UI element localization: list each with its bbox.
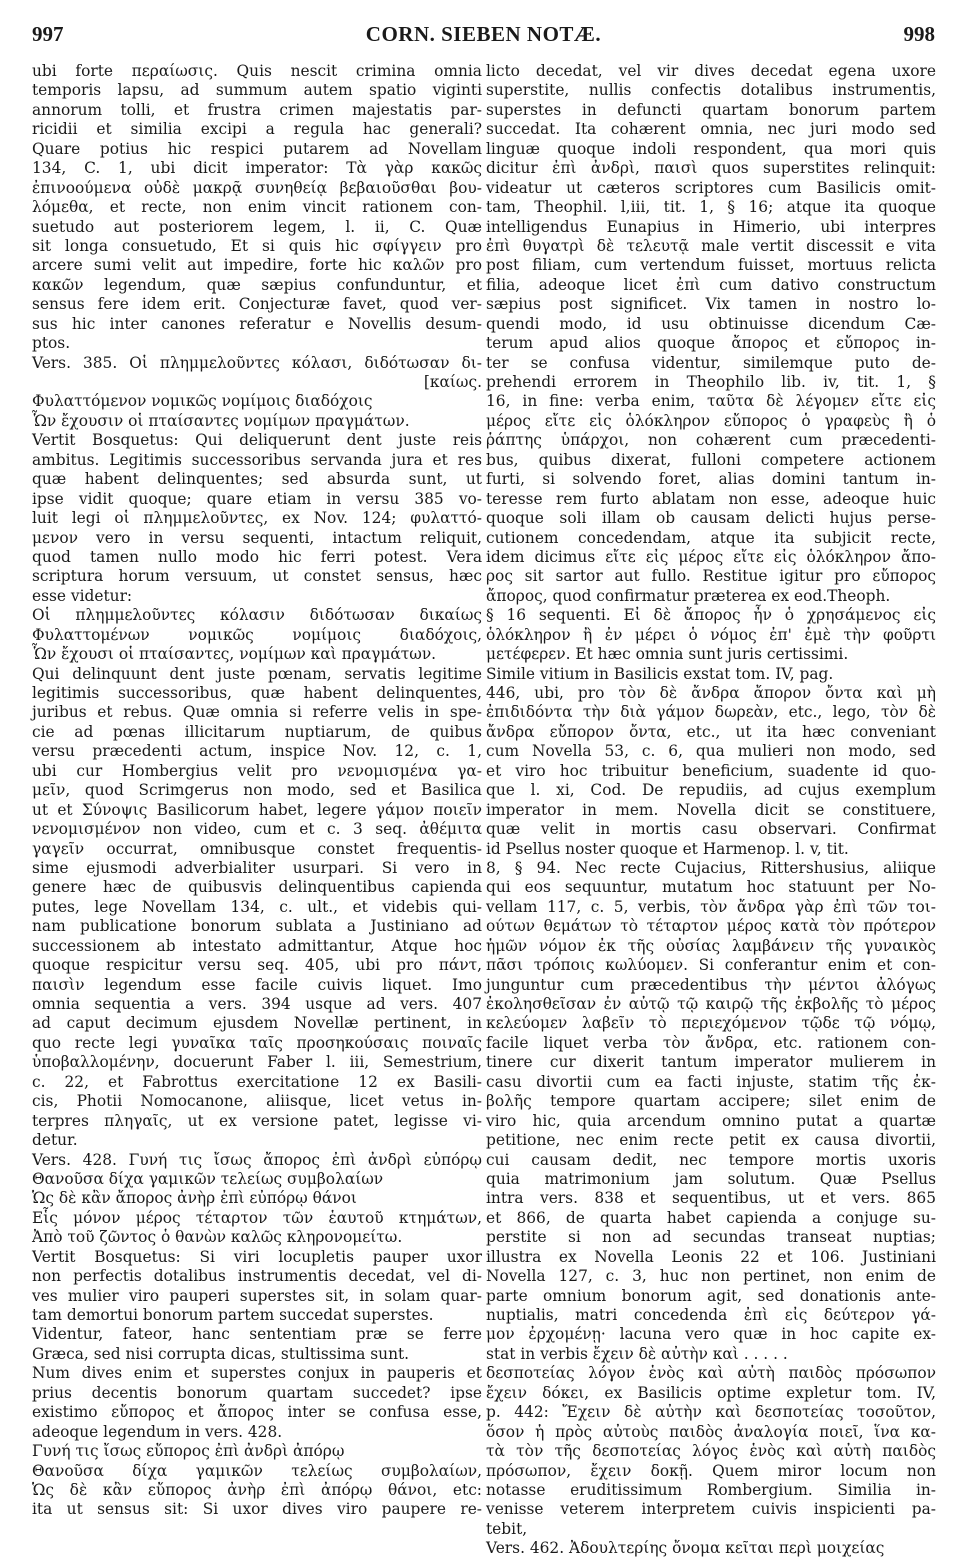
text-line: prius decentis bonorum quartam succedet? ipse (32, 1383, 482, 1402)
text-line: tam, Theophil. l,iii, tit. 1, § 16; atque ita quoque (486, 198, 936, 217)
text-line: cie ad pœnas illicitarum nuptiarum, de quibus (32, 722, 482, 741)
text-line: stat in verbis ἔχειν δὲ αὐτὴν καὶ . . . . . (486, 1344, 788, 1363)
text-line: ὅσον ἡ πρὸς αὐτοὺς παιδὸς ἀναλογία ποιεῖ, ἵνα κα- (486, 1422, 936, 1441)
text-line: suetudo aut posteriorem legem, l. ii, C. Quæ (32, 217, 482, 236)
text-line: petitione, nec enim recte petit ex causa divortii, (486, 1131, 936, 1150)
running-title: CORN. SIEBEN NOTÆ. (365, 22, 602, 46)
text-line: perstite si non ad secundas transeat nuptias; (486, 1228, 936, 1247)
text-line: νενομισμένον non video, cum et c. 3 seq. ἀθέμιτα (32, 820, 482, 839)
text-line: sit longa consuetudo, Et si quis hic σφίγγειν pro (32, 236, 482, 255)
text-line: ubi cur Hombergius velit pro νενομισμένα γα- (32, 761, 482, 780)
text-line: cui causam dedit, nec tempore mortis uxoris (486, 1150, 936, 1169)
right-column (486, 62, 936, 1558)
text-line: filia, adeoque licet ἐπὶ cum dativo constructum (486, 275, 936, 294)
text-line: teresse rem furto ablatam non esse, adeoque huic (486, 489, 936, 508)
text-line: id Psellus noster quoque et Harmenop. l. v, tit. (486, 839, 849, 858)
text-line: ἡμῶν νόμον ἐκ τῆς οὐσίας λαμβάνειν τῆς γυναικὸς (486, 936, 936, 955)
text-line: quoque soli illam ob causam delicti hujus perse- (486, 509, 936, 528)
text-line: ἐπινοούμενα οὐδὲ μακρᾷ συνηθείᾳ βεβαιοῦσθαι βου- (32, 178, 482, 197)
text-line: Ὡς δὲ κἂν ἄπορος ἀνὴρ ἐπὶ εὐπόρῳ θάνοι (32, 1189, 357, 1208)
text-line: quo recte legi γυναῖκα ταῖς προσηκούσαις ποιναῖς (32, 1033, 482, 1052)
text-line: et 866, de quarta habet capienda a conjuge su- (486, 1208, 936, 1227)
text-line: bus, quibus dixerat, fulloni competere actionem (486, 450, 936, 469)
text-line: quæ habent delinquentes; sed absurda sunt, ut (32, 470, 482, 489)
text-line: successionem ab intestato admittantur, Atque hoc (32, 936, 482, 955)
text-line: casu divortii cum ea facti injuste, statim τῆς ἐκ- (486, 1072, 936, 1091)
text-line: Vertit Bosquetus: Qui deliquerunt dent juste reis (32, 431, 482, 450)
text-line: cum Novella 53, c. 6, qua mulieri non modo, sed (486, 742, 936, 761)
text-line: viro hic, quia arcendum omnino putat a quartæ (486, 1111, 936, 1130)
text-line: post filiam, cum vertendum fuisset, mortuus relicta (486, 256, 936, 275)
text-line: p. 442: Ἔχειν δὲ αὐτὴν καὶ δεσποτείας τοσοῦτον, (486, 1403, 936, 1422)
text-line: ad caput decimum ejusdem Novellæ pertinent, in (32, 1014, 482, 1033)
text-line: ἐπὶ θυγατρὶ δὲ τελευτᾷ male vertit discessit e vita (486, 236, 936, 255)
text-line: superstes in defuncti quartam bonorum partem (486, 100, 936, 119)
text-line: ricidii et similia excipi a regula hac generali? (32, 120, 482, 139)
text-line: τὰ τὸν τῆς δεσποτείας λόγος ἑνὸς καὶ αὐτὴ παιδὸς (486, 1442, 936, 1461)
text-line: furti, si solvendo foret, alias domini tantum in- (486, 470, 936, 489)
text-line: c. 22, et Fabrottus exercitatione 12 ex Basili- (32, 1072, 482, 1091)
text-line: imperator in mem. Novella dicit se constituere, (486, 800, 936, 819)
text-line: [καίως. (423, 373, 482, 391)
text-line: facile liquet verba τὸν ἄνδρα, etc. rationem con- (486, 1033, 936, 1052)
text-line: Φυλαττομένων νομικῶς νομίμοις διαδόχοις, (32, 625, 482, 644)
text-line: venisse veterem interpretem cuivis inspicienti pa- (486, 1500, 936, 1519)
text-line: arcere sumi velit aut impedire, forte hic καλῶν pro (32, 256, 482, 275)
text-line: λόμεθα, et recte, non enim vincit rationem con- (32, 198, 482, 217)
text-line: μον ἐρχομένῃ· lacuna vero quæ in hoc capite ex- (486, 1325, 936, 1344)
text-line: κακῶν legendum, quæ sæpius confunduntur, et (32, 275, 482, 294)
page-number-left: 997 (32, 22, 64, 46)
text-line: ἐπιδιδόντα τὴν διὰ γάμον δωρεὰν, etc., lego, τὸν δὲ (486, 703, 936, 722)
text-line: quoque respicitur versu seq. 405, ubi pro πάντ, (32, 956, 482, 975)
text-line: genere hæc de quibusvis delinquentibus capienda (32, 878, 482, 897)
text-line: 8, § 94. Nec recte Cujacius, Rittershusius, aliique (486, 858, 936, 877)
text-line: ῥάπτης ὑπάρχοι, non cohærent cum præcedenti- (486, 431, 936, 450)
text-line: notasse eruditissimum Rombergium. Similia in- (486, 1480, 936, 1499)
text-line: Qui delinquunt dent juste pœnam, servatis legitime (32, 664, 482, 683)
text-line: temporis lapsu, ad summum autem spatio viginti (32, 81, 482, 100)
text-line: juribus et rebus. Quæ omnia si referre velis in spe- (32, 703, 482, 722)
text-line: ἔχειν δόκει, ex Basilicis optime expletur tom. IV, (486, 1383, 936, 1402)
text-line: vellam 117, c. 5, verbis, τὸν ἄνδρα γὰρ ἐπὶ τῶν τοι- (486, 897, 936, 916)
text-line: existimo εὔπορος et ἄπορος inter se confusa esse, (32, 1403, 482, 1422)
text-line: Quare potius hic respici putarem ad Novellam (32, 139, 482, 158)
text-line: 16, in fine: verba enim, ταῦτα δὲ λέγομεν εἴτε εἰς (486, 392, 936, 411)
text-line: Θανοῦσα δίχα γαμικῶν τελείως συμβολαίων (32, 1169, 384, 1188)
text-line: et viro hoc tribuitur beneficium, suadente id quo- (486, 761, 936, 780)
text-line: nam publicatione bonorum sublata a Justiniano ad (32, 917, 482, 936)
text-line: esse videtur: (32, 586, 133, 605)
text-line: legitimis successoribus, quæ habent delinquentes, (32, 684, 482, 702)
text-line: Vertit Bosquetus: Si viri locupletis pauper uxor (32, 1247, 482, 1266)
text-line: qui eos sequuntur, mutatum hoc statuunt per No- (486, 878, 936, 897)
text-line: μέρος εἴτε εἰς ὁλόκληρον εὔπορος ὁ γραφεὺς ἢ ὁ (486, 411, 936, 430)
text-line: ita ut sensus sit: Si uxor dives viro paupere re- (32, 1500, 482, 1519)
text-line: sime ejusmodi adverbialiter usurpari. Si vero in (32, 858, 482, 877)
text-line: videatur ut cæteros scriptores cum Basilicis omit- (486, 178, 936, 197)
text-line: Γυνή τις ἴσως εὔπορος ἐπὶ ἀνδρὶ ἀπόρῳ (32, 1442, 345, 1461)
text-line: πᾶσι τρόποις κωλύομεν. Si conferantur enim et con- (486, 956, 936, 975)
text-line: Num dives enim et superstes conjux in pauperis et (32, 1364, 482, 1383)
text-line: ὁλόκληρον ἢ ἐν μέρει ὁ νόμος ἐπ' ἐμὲ τὴν φοῦρτι (486, 625, 936, 644)
text-line: Græca, sed nisi corrupta dicas, stultissima sunt. (32, 1344, 410, 1363)
text-line: illustra ex Novella Leonis 22 et 106. Justiniani (486, 1247, 936, 1266)
text-line: μενον vero in versu sequenti, intactum reliquit, (32, 528, 482, 547)
text-line: licto decedat, vel vir dives decedat egena uxore (486, 62, 936, 80)
text-line: ves mulier viro pauperi superstes sit, in solam quar- (32, 1286, 482, 1305)
text-line: dicitur ἐπὶ ἀνδρὶ, παισὶ quos superstites relinquit: (486, 159, 936, 178)
text-line: Ὡς δὲ κἂν εὔπορος ἀνὴρ ἐπὶ ἀπόρῳ θάνοι, etc: (32, 1480, 482, 1499)
text-line: sus hic inter canones referatur e Novellis desum- (32, 314, 482, 333)
left-column (32, 62, 482, 1534)
text-line: Θανοῦσα δίχα γαμικῶν τελείως συμβολαίων, (32, 1461, 482, 1480)
text-line: 134, C. 1, ubi dicit imperator: Τὰ γὰρ κακῶς (32, 159, 482, 178)
text-line: scriptura horum versuum, ut constet sensus, hæc (32, 567, 482, 586)
text-line: Vers. 462. Ἀδουλτερίης ὄνομα κεῖται περὶ μοιχείας (486, 1539, 885, 1558)
text-line: ἄνδρα εὔπορον ὄντα, etc., ut ita hæc conveniant (486, 722, 936, 741)
text-line: quod tamen nullo modo hic ferri potest. Vera (32, 547, 482, 566)
text-line: ούτων θεμάτων τὸ τέταρτον μέρος κατὰ τὸν πρότερον (486, 917, 936, 936)
text-line: πρόσωπον, ἔχειν δοκῇ. Quem miror locum non (486, 1461, 936, 1480)
text-line: Φυλαττόμενον νομικῶς νομίμοις διαδόχοις (32, 392, 373, 411)
text-line: quendi modo, id usu obtinuisse dicendum Cæ- (486, 314, 936, 333)
text-line: παισὶν legendum esse facile cuivis liquet. Imo (32, 975, 482, 994)
text-line: ἄπορος, quod confirmatur præterea ex eod.Theoph. (486, 586, 891, 605)
text-line: cis, Photii Nomocanone, aliisque, licet vetus in- (32, 1092, 482, 1111)
text-line: superstite, nullis confectis dotalibus instrumentis, (486, 81, 936, 100)
text-line: Vers. 385. Οἱ πλημμελοῦντες κόλασι, διδότωσαν δι- (32, 353, 482, 372)
text-line: idem dicimus εἴτε εἰς μέρος εἴτε εἰς ὁλόκληρον ἄπο- (486, 547, 936, 566)
text-line: Simile vitium in Basilicis exstat tom. IV, pag. (486, 664, 834, 683)
text-line: non perfectis dotalibus instrumentis decedat, vel di- (32, 1267, 482, 1286)
text-line: detur. (32, 1131, 78, 1150)
text-line: nuptialis, matri concedenda ἐπὶ εἰς δεύτερον γά- (486, 1306, 936, 1324)
text-line: versu præcedenti actum, inspice Nov. 12, c. 1, (32, 742, 482, 761)
text-line: junguntur cum præcedentibus τὴν μέντοι ἀλόγως (486, 975, 936, 994)
text-line: ptos. (32, 334, 71, 353)
text-line: terpres πληγαῖς, ut ex versione patet, legisse vi- (32, 1111, 482, 1130)
text-line: prehendi errorem in Theophilo lib. iv, tit. 1, § (486, 373, 936, 391)
text-line: linguæ quoque indoli respondent, qua mori quis (486, 139, 936, 158)
text-line: Videntur, fateor, hanc sententiam præ se ferre (32, 1325, 482, 1344)
text-line: ρος sit sartor aut fullo. Restitue igitur pro εὔπορος (486, 567, 936, 586)
text-line: omnia sequentia a vers. 394 usque ad vers. 407 (32, 995, 482, 1013)
text-line: ut et Σύνοψις Basilicorum habet, legere γάμον ποιεῖν (32, 800, 482, 819)
text-line: μεῖν, quod Scrimgerus non modo, sed et Basilica (32, 781, 482, 800)
text-line: ἐκολησθεῖσαν ἐν αὐτῷ τῷ καιρῷ τῆς ἐκβολῆς τὸ μέρος (486, 995, 936, 1013)
text-line: quæ velit in mortis casu observari. Confirmat (486, 820, 936, 839)
text-line: cutionem concedendam, atque ita subjicit recte, (486, 528, 936, 547)
text-line: adeoque legendum in vers. 428. (32, 1422, 283, 1441)
text-line: tinere cur dixerit tantum imperator mulierem in (486, 1053, 936, 1072)
text-line: ipse vidit quoque; quare etiam in versu 385 vo- (32, 489, 482, 508)
text-line: parte omnium bonorum agit, sed donationis ante- (486, 1286, 936, 1305)
text-line: terum apud alios quoque ἄπορος et εὔπορος in- (486, 334, 936, 353)
text-line: κελεύομεν λαβεῖν τὸ περιεχόμενον τῷδε τῷ νόμῳ, (486, 1014, 936, 1033)
text-line: Ὧν ἔχουσι οἱ πταίσαντες, νομίμων καὶ πραγμάτων. (32, 645, 437, 664)
text-line: intelligendus Eunapius in Himerio, ubi interpres (486, 217, 936, 236)
text-line: sæpius post significet. Vix tamen in nostro lo- (486, 295, 936, 314)
text-line: tam demortui bonorum partem succedat superstes. (32, 1306, 434, 1324)
running-header (32, 22, 935, 50)
text-line: que l. xi, Cod. De repudiis, ad cujus exemplum (486, 781, 936, 800)
text-line: tebit, (486, 1519, 528, 1538)
text-line: Vers. 428. Γυνή τις ἴσως ἄπορος ἐπὶ ἀνδρὶ εὐπόρῳ (32, 1150, 482, 1169)
page-number-right: 998 (903, 22, 935, 46)
text-line: ambitus. Legitimis successoribus servanda jura et res (32, 450, 482, 469)
text-line: γαγεῖν occurrat, omnibusque constet frequentis- (32, 839, 482, 858)
text-line: sensus fere idem erit. Conjecturæ favet, quod ver- (32, 295, 482, 314)
text-line: intra vers. 838 et sequentibus, ut et vers. 865 (486, 1189, 936, 1208)
text-line: Novella 127, c. 3, huc non pertinet, non enim de (486, 1267, 936, 1286)
text-line: succedat. Ita cohærent omnia, nec juri modo sed (486, 120, 936, 139)
text-line: 446, ubi, pro τὸν δὲ ἄνδρα ἄπορον ὄντα καὶ μὴ (486, 684, 936, 702)
text-line: ubi forte περαίωσις. Quis nescit crimina omnia (32, 62, 482, 80)
text-line: μετέφερεν. Et hæc omnia sunt juris certissimi. (486, 645, 849, 664)
text-line: Οἱ πλημμελοῦντες κόλασιν διδότωσαν δικαίως (32, 606, 482, 625)
text-line: δεσποτείας λόγον ἑνὸς καὶ αὐτὴ παιδὸς πρόσωπον (486, 1364, 936, 1383)
text-line: βολῆς tempore quartam accipere; silet enim de (486, 1092, 936, 1111)
text-line: ὑποβαλλομένην, docuerunt Faber l. iii, Semestrium, (32, 1053, 482, 1072)
text-line: putes, lege Novellam 134, c. ult., et videbis qui- (32, 897, 482, 916)
text-line: luit legi οἱ πλημμελοῦντες, ex Nov. 124; φυλαττό- (32, 509, 482, 528)
text-line: annorum tolli, et frustra crimen majestatis par- (32, 100, 482, 119)
text-line: Ἀπὸ τοῦ ζῶντος ὁ θανὼν καλῶς κληρονομείτω. (32, 1228, 403, 1247)
text-line: Εἷς μόνον μέρος τέταρτον τῶν ἑαυτοῦ κτημάτων, (32, 1208, 482, 1227)
text-line: ter se confusa videntur, similemque puto de- (486, 353, 936, 372)
text-line: Ὧν ἔχουσιν οἱ πταίσαντες νομίμων πραγμάτων. (32, 411, 410, 430)
text-line: § 16 sequenti. Εἰ δὲ ἄπορος ἦν ὁ χρησάμενος εἰς (486, 606, 936, 625)
text-line: quia matrimonium jam solutum. Quæ Psellus (486, 1169, 936, 1188)
